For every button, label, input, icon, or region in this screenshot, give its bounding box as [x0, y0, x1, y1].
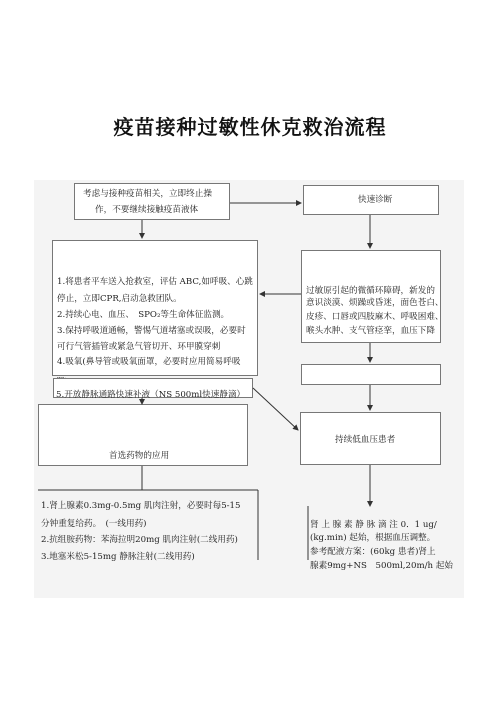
vasopressor-line: 肾 上 腺 素 静 脉 滴 注 0．1 ug/	[310, 520, 437, 530]
drug-item: 1.肾上腺素0.3mg-0.5mg 肌肉注射，必要时每5-15	[41, 501, 241, 511]
rescue-step-line: 1.将患者平车送入抢救室，评估 ABC,如呼吸、心跳	[57, 277, 253, 287]
diagnose-label: 快速诊断	[358, 195, 393, 205]
persistent-hypotension-box	[300, 412, 441, 465]
preferred-drugs-label: 首选药物的应用	[109, 451, 170, 461]
start-text-line1: 考虑与接种疫苗相关，立即终止操	[83, 189, 212, 199]
diagnosis-line: 意识淡漠、烦躁或昏迷，面色苍白、	[306, 298, 444, 308]
drug-item: 分钟重复给药。 (一线用药)	[41, 519, 147, 529]
rescue-step-line: 停止，立即CPR,启动急救团队。	[57, 294, 182, 304]
diagnose-box	[303, 185, 439, 215]
preferred-drugs-box	[38, 404, 248, 466]
start-text-line2: 作，不要继续接触疫苗液体	[95, 205, 199, 215]
rescue-step-line: 4.吸氧(鼻导管或吸氧面罩，必要时应用简易呼吸	[57, 357, 241, 367]
rescue-step-line: 2.持续心电、血压、 SPO₂等生命体征监测。	[57, 310, 230, 320]
vasopressor-line: 参考配液方案：(60kg 患者)肾上	[310, 547, 436, 557]
diagnosis-line: 过敏原引起的微循环障碍，新发的	[306, 286, 435, 296]
diagnosis-line: 喉头水肿、支气管痉挛，血压下降	[306, 326, 435, 336]
diagnosis-criteria-box	[301, 250, 444, 343]
drug-item: 2.抗组胺药物：苯海拉明20mg 肌肉注射(二线用药)	[41, 535, 238, 545]
page-title: 疫苗接种过敏性休克救治流程	[113, 115, 387, 139]
vasopressor-line: 腺素9mg+NS 500ml,20m/h 起始	[310, 561, 453, 571]
diagnosis-line: 皮疹、口唇或四肢麻木、呼吸困难、	[306, 312, 444, 322]
rescue-steps-box	[52, 240, 258, 376]
blank-step-box	[301, 364, 441, 385]
rescue-step-line: 3.保持呼吸道通畅，警惕气道堵塞或误吸，必要时	[57, 326, 246, 336]
iv-step-box	[53, 378, 253, 398]
drug-item: 3.地塞米松5-15mg 静脉注射(二线用药)	[41, 552, 195, 562]
rescue-step-line: 可行气管插管或紧急气管切开、环甲膜穿刺	[57, 342, 221, 352]
iv-step-text: 5.开放静脉通路快速补液（NS 500ml快速静滴）	[56, 390, 246, 400]
start-box	[74, 183, 230, 220]
persistent-hypotension-label: 持续低血压患者	[335, 435, 396, 445]
vasopressor-line: (kg.min) 起始，根据血压调整。	[310, 533, 436, 543]
